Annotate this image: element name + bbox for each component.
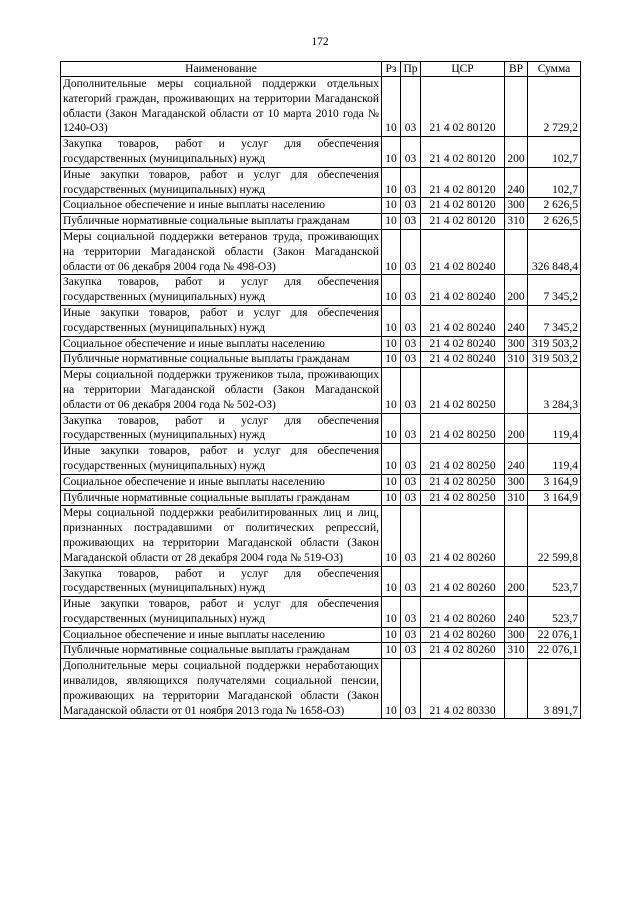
- cell-pr: 03: [401, 627, 421, 643]
- header-rz: Рз: [382, 62, 401, 77]
- cell-rz: 10: [382, 77, 401, 137]
- cell-sum: 523,7: [528, 597, 581, 628]
- cell-rz: 10: [382, 305, 401, 336]
- table-row: [61, 167, 581, 198]
- cell-rz: 10: [382, 490, 401, 506]
- table-body: [61, 77, 581, 719]
- cell-csr: 21 4 02 80250: [421, 444, 505, 475]
- cell-name: Публичные нормативные социальные выплаты гражданам: [61, 490, 382, 506]
- cell-pr: 03: [401, 566, 421, 597]
- page-number: 172: [311, 36, 329, 48]
- cell-name: Меры социальной поддержки тружеников тыла, проживающих на территории Магаданской области (Закон Магаданской области от 06 декабря 2004 года № 502-ОЗ): [61, 368, 382, 413]
- cell-vr: 300: [505, 336, 528, 352]
- cell-sum: 119,4: [528, 413, 581, 444]
- cell-rz: 10: [382, 336, 401, 352]
- cell-vr: 300: [505, 627, 528, 643]
- cell-vr: 240: [505, 444, 528, 475]
- cell-pr: 03: [401, 198, 421, 214]
- cell-vr: [505, 506, 528, 566]
- table-header-row: [61, 62, 581, 77]
- header-sum: Сумма: [528, 62, 581, 77]
- cell-vr: 200: [505, 413, 528, 444]
- table-row: [61, 137, 581, 168]
- cell-vr: 200: [505, 566, 528, 597]
- cell-rz: 10: [382, 167, 401, 198]
- cell-sum: 102,7: [528, 167, 581, 198]
- cell-csr: 21 4 02 80240: [421, 229, 505, 274]
- cell-rz: 10: [382, 597, 401, 628]
- cell-name: Иные закупки товаров, работ и услуг для обеспечения государственных (муниципальных) нужд: [61, 167, 382, 198]
- cell-rz: 10: [382, 643, 401, 659]
- cell-name: Меры социальной поддержки реабилитированных лиц и лиц, признанных пострадавшими от политических репрессий, проживающих на территории Магаданской области (Закон Магаданской области от 28 декабря 2004 года № 519-ОЗ): [61, 506, 382, 566]
- cell-pr: 03: [401, 444, 421, 475]
- table-row: [61, 659, 581, 719]
- budget-table: [60, 61, 581, 719]
- cell-rz: 10: [382, 444, 401, 475]
- cell-sum: 319 503,2: [528, 352, 581, 368]
- cell-csr: 21 4 02 80260: [421, 566, 505, 597]
- cell-csr: 21 4 02 80120: [421, 77, 505, 137]
- cell-pr: 03: [401, 336, 421, 352]
- cell-name: Социальное обеспечение и иные выплаты населению: [61, 627, 382, 643]
- cell-vr: 200: [505, 137, 528, 168]
- cell-name: Публичные нормативные социальные выплаты гражданам: [61, 643, 382, 659]
- table-row: [61, 214, 581, 230]
- cell-pr: 03: [401, 167, 421, 198]
- cell-vr: 240: [505, 597, 528, 628]
- cell-pr: 03: [401, 506, 421, 566]
- table-row: [61, 444, 581, 475]
- cell-name: Социальное обеспечение и иные выплаты населению: [61, 474, 382, 490]
- cell-vr: 310: [505, 214, 528, 230]
- table-row: [61, 198, 581, 214]
- cell-pr: 03: [401, 352, 421, 368]
- cell-csr: 21 4 02 80250: [421, 490, 505, 506]
- cell-pr: 03: [401, 643, 421, 659]
- cell-vr: 240: [505, 167, 528, 198]
- table-row: [61, 506, 581, 566]
- cell-name: Закупка товаров, работ и услуг для обеспечения государственных (муниципальных) нужд: [61, 137, 382, 168]
- cell-sum: 3 164,9: [528, 490, 581, 506]
- cell-pr: 03: [401, 137, 421, 168]
- cell-sum: 22 599,8: [528, 506, 581, 566]
- table-row: [61, 305, 581, 336]
- cell-name: Дополнительные меры социальной поддержки отдельных категорий граждан, проживающих на территории Магаданской области (Закон Магаданской области от 10 марта 2010 года № 1240-ОЗ): [61, 77, 382, 137]
- table-row: [61, 566, 581, 597]
- cell-rz: 10: [382, 413, 401, 444]
- cell-sum: 22 076,1: [528, 627, 581, 643]
- cell-rz: 10: [382, 506, 401, 566]
- cell-sum: 3 284,3: [528, 368, 581, 413]
- table-row: [61, 474, 581, 490]
- table-row: [61, 77, 581, 137]
- cell-sum: 102,7: [528, 137, 581, 168]
- cell-name: Дополнительные меры социальной поддержки неработающих инвалидов, являющихся получателями социальной пенсии, проживающих на территории Магаданской области (Закон Магаданской области от 01 ноября 2013 года № 1658-ОЗ): [61, 659, 382, 719]
- cell-pr: 03: [401, 490, 421, 506]
- cell-name: Иные закупки товаров, работ и услуг для обеспечения государственных (муниципальных) нужд: [61, 597, 382, 628]
- cell-name: Публичные нормативные социальные выплаты гражданам: [61, 214, 382, 230]
- cell-rz: 10: [382, 627, 401, 643]
- header-pr: Пр: [401, 62, 421, 77]
- cell-rz: 10: [382, 137, 401, 168]
- cell-sum: 119,4: [528, 444, 581, 475]
- cell-name: Социальное обеспечение и иные выплаты населению: [61, 198, 382, 214]
- cell-pr: 03: [401, 305, 421, 336]
- cell-pr: 03: [401, 597, 421, 628]
- cell-vr: [505, 77, 528, 137]
- cell-name: Закупка товаров, работ и услуг для обеспечения государственных (муниципальных) нужд: [61, 413, 382, 444]
- cell-sum: 7 345,2: [528, 305, 581, 336]
- cell-sum: 3 891,7: [528, 659, 581, 719]
- table-row: [61, 597, 581, 628]
- cell-rz: 10: [382, 275, 401, 306]
- cell-sum: 326 848,4: [528, 229, 581, 274]
- cell-csr: 21 4 02 80120: [421, 137, 505, 168]
- table-row: [61, 336, 581, 352]
- cell-vr: 310: [505, 643, 528, 659]
- cell-sum: 319 503,2: [528, 336, 581, 352]
- cell-vr: 310: [505, 490, 528, 506]
- cell-sum: 2 626,5: [528, 198, 581, 214]
- cell-rz: 10: [382, 368, 401, 413]
- cell-name: Социальное обеспечение и иные выплаты населению: [61, 336, 382, 352]
- cell-sum: 523,7: [528, 566, 581, 597]
- cell-csr: 21 4 02 80120: [421, 167, 505, 198]
- table-row: [61, 229, 581, 274]
- cell-vr: [505, 659, 528, 719]
- cell-csr: 21 4 02 80330: [421, 659, 505, 719]
- cell-sum: 3 164,9: [528, 474, 581, 490]
- cell-vr: [505, 368, 528, 413]
- cell-sum: 2 626,5: [528, 214, 581, 230]
- cell-csr: 21 4 02 80120: [421, 198, 505, 214]
- header-name: Наименование: [61, 62, 382, 77]
- cell-pr: 03: [401, 474, 421, 490]
- cell-rz: 10: [382, 229, 401, 274]
- cell-csr: 21 4 02 80250: [421, 413, 505, 444]
- cell-name: Закупка товаров, работ и услуг для обеспечения государственных (муниципальных) нужд: [61, 566, 382, 597]
- cell-sum: 22 076,1: [528, 643, 581, 659]
- cell-name: Меры социальной поддержки ветеранов труда, проживающих на территории Магаданской области (Закон Магаданской области от 06 декабря 2004 года № 498-ОЗ): [61, 229, 382, 274]
- cell-csr: 21 4 02 80250: [421, 474, 505, 490]
- table-row: [61, 368, 581, 413]
- cell-csr: 21 4 02 80240: [421, 305, 505, 336]
- cell-pr: 03: [401, 368, 421, 413]
- cell-csr: 21 4 02 80250: [421, 368, 505, 413]
- table-row: [61, 352, 581, 368]
- cell-rz: 10: [382, 352, 401, 368]
- cell-name: Иные закупки товаров, работ и услуг для обеспечения государственных (муниципальных) нужд: [61, 305, 382, 336]
- table-row: [61, 627, 581, 643]
- cell-name: Закупка товаров, работ и услуг для обеспечения государственных (муниципальных) нужд: [61, 275, 382, 306]
- cell-csr: 21 4 02 80240: [421, 275, 505, 306]
- cell-sum: 2 729,2: [528, 77, 581, 137]
- cell-sum: 7 345,2: [528, 275, 581, 306]
- cell-csr: 21 4 02 80260: [421, 506, 505, 566]
- cell-vr: 310: [505, 352, 528, 368]
- cell-name: Публичные нормативные социальные выплаты гражданам: [61, 352, 382, 368]
- cell-vr: 300: [505, 198, 528, 214]
- cell-pr: 03: [401, 229, 421, 274]
- cell-vr: 200: [505, 275, 528, 306]
- cell-rz: 10: [382, 198, 401, 214]
- cell-vr: 240: [505, 305, 528, 336]
- cell-rz: 10: [382, 566, 401, 597]
- cell-csr: 21 4 02 80260: [421, 643, 505, 659]
- cell-rz: 10: [382, 474, 401, 490]
- cell-pr: 03: [401, 275, 421, 306]
- cell-rz: 10: [382, 659, 401, 719]
- cell-rz: 10: [382, 214, 401, 230]
- cell-csr: 21 4 02 80260: [421, 627, 505, 643]
- cell-pr: 03: [401, 214, 421, 230]
- table-row: [61, 413, 581, 444]
- header-vr: ВР: [505, 62, 528, 77]
- cell-vr: [505, 229, 528, 274]
- cell-name: Иные закупки товаров, работ и услуг для обеспечения государственных (муниципальных) нужд: [61, 444, 382, 475]
- cell-pr: 03: [401, 413, 421, 444]
- cell-csr: 21 4 02 80120: [421, 214, 505, 230]
- table-row: [61, 275, 581, 306]
- cell-csr: 21 4 02 80240: [421, 352, 505, 368]
- cell-pr: 03: [401, 77, 421, 137]
- cell-csr: 21 4 02 80240: [421, 336, 505, 352]
- table-row: [61, 643, 581, 659]
- table-row: [61, 490, 581, 506]
- cell-vr: 300: [505, 474, 528, 490]
- cell-csr: 21 4 02 80260: [421, 597, 505, 628]
- cell-pr: 03: [401, 659, 421, 719]
- header-csr: ЦСР: [421, 62, 505, 77]
